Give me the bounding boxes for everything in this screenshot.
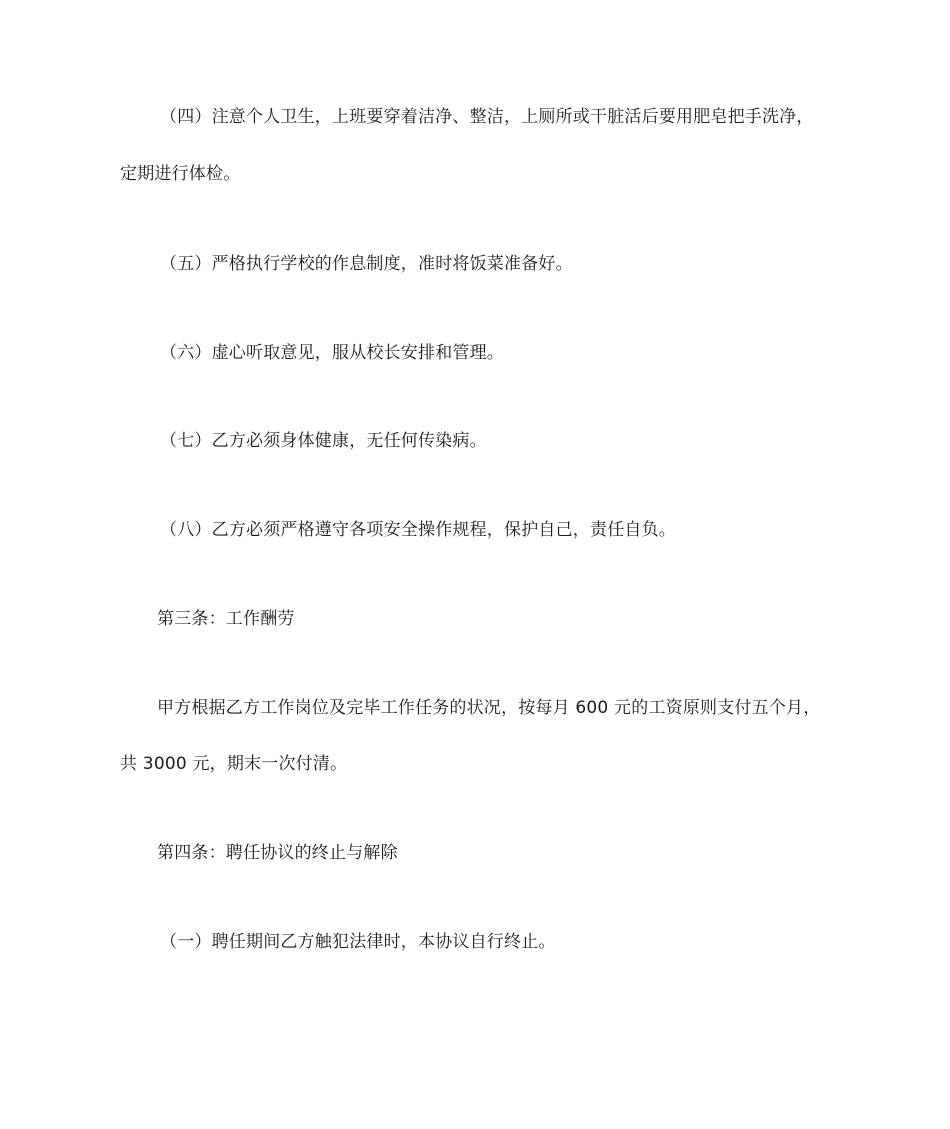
clause-4-line-1: （四）注意个人卫生，上班要穿着洁净、整洁，上厕所或干脏活后要用肥皂把手洗净， [160,107,814,127]
clause-6: （六）虚心听取意见，服从校长安排和管理。 [160,343,504,363]
article-4-clause-1: （一）聘任期间乙方触犯法律时，本协议自行终止。 [160,932,556,952]
article-3-line-2: 共 3000 元，期末一次付清。 [120,754,348,774]
article-3-heading: 第三条：工作酬劳 [157,609,295,629]
clause-7: （七）乙方必须身体健康，无任何传染病。 [160,431,487,451]
clause-8: （八）乙方必须严格遵守各项安全操作规程，保护自己，责任自负。 [160,520,676,540]
clause-4-line-2: 定期进行体检。 [120,164,241,184]
clause-5: （五）严格执行学校的作息制度，准时将饭菜准备好。 [160,254,573,274]
article-3-line-1: 甲方根据乙方工作岗位及完毕工作任务的状况，按每月 600 元的工资原则支付五个月， [157,698,821,718]
article-4-heading: 第四条：聘任协议的终止与解除 [157,843,398,863]
